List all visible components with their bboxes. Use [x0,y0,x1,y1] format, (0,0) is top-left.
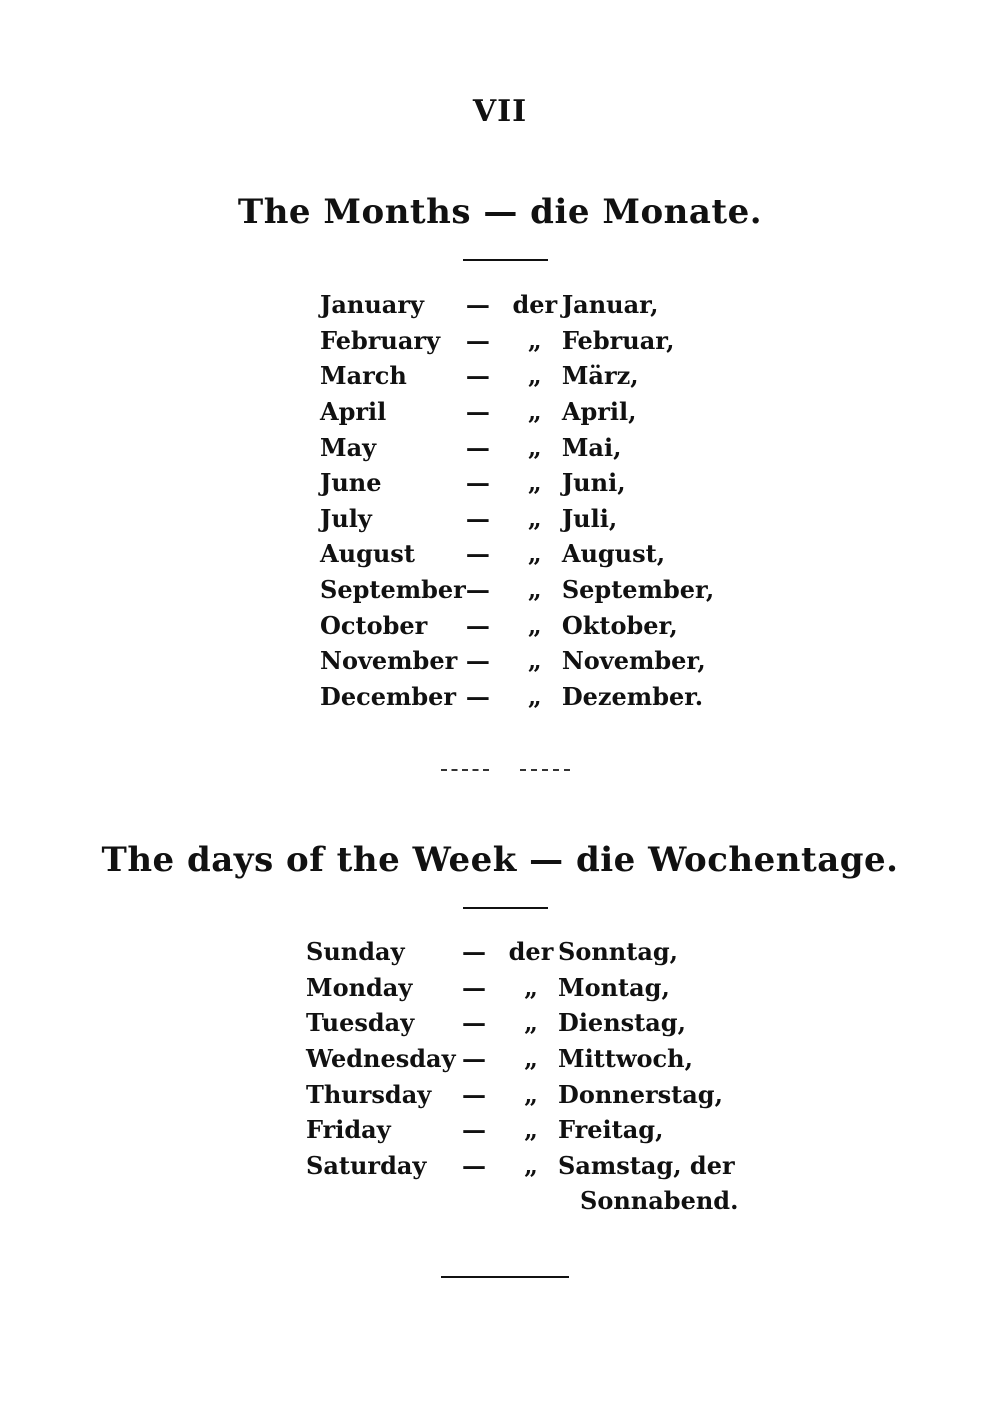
english-term: June [320,468,382,498]
english-term: February [320,325,441,355]
german-term: November, [561,646,706,676]
english-term: August [320,539,415,569]
german-term: Januar, [561,290,659,320]
german-term: Juli, [561,503,618,533]
dash-separator: — [465,397,490,427]
german-article: „ [527,681,542,711]
german-term: September, [561,575,715,605]
weekday-row [306,1076,738,1112]
german-term: März, [561,361,639,391]
german-term: Oktober, [561,610,678,640]
month-row [320,465,714,501]
english-term: Tuesday [306,1008,415,1038]
dash-separator: — [462,1044,486,1074]
german-article: „ [524,1079,538,1109]
month-row [320,429,714,465]
dash-separator: — [465,468,490,498]
dash-separator: — [462,1008,486,1038]
months-heading: The Months — die Monate. [237,192,763,232]
german-article: „ [527,503,542,533]
month-row [320,323,714,359]
german-term: April, [561,397,637,427]
dash-separator: — [465,646,490,676]
weekday-row [306,1041,738,1077]
closing-rule [441,1276,569,1278]
german-term: August, [561,539,666,569]
month-row [320,394,714,430]
weekday-row [306,1148,738,1184]
english-term: Sunday [306,937,405,967]
german-term: Samstag, der [558,1150,735,1180]
weekday-row [306,934,738,970]
german-term: Donnerstag, [558,1079,723,1109]
months-table [320,287,714,714]
weekdays-table [306,934,738,1219]
german-article: „ [527,646,542,676]
empty-cell [504,1183,558,1219]
month-row [320,358,714,394]
empty-cell [306,1183,462,1219]
weekday-row [306,1005,738,1041]
german-article: „ [527,397,542,427]
german-article: „ [524,1150,538,1180]
german-term: Februar, [561,325,675,355]
dash-separator: — [462,1115,486,1145]
german-term: Mittwoch, [558,1044,693,1074]
english-term: Wednesday [306,1044,456,1074]
dash-separator: — [465,681,490,711]
section-separator [520,769,570,771]
german-article: „ [524,1115,538,1145]
german-article: „ [524,1008,538,1038]
dash-separator: — [462,1079,486,1109]
english-term: March [320,361,407,391]
month-row [320,501,714,537]
month-row [320,572,714,608]
german-article: „ [527,325,542,355]
german-article: der [508,937,554,967]
dash-separator: — [465,503,490,533]
month-row [320,643,714,679]
section-separator [441,769,489,771]
english-term: Saturday [306,1150,427,1180]
english-term: December [320,681,457,711]
english-term: Friday [306,1115,391,1145]
weekday-row [306,970,738,1006]
dash-separator: — [465,539,490,569]
weekday-row [306,1112,738,1148]
english-term: September [320,575,466,605]
months-heading-rule [463,259,548,261]
german-term: Dienstag, [558,1008,686,1038]
dash-separator: — [465,575,490,605]
german-article: „ [527,468,542,498]
dash-separator: — [462,1150,486,1180]
german-term-continuation: Sonnabend. [580,1186,739,1216]
dash-separator: — [465,325,490,355]
german-term-continuation-cell [558,1183,738,1219]
german-article: „ [527,361,542,391]
dash-separator: — [462,937,486,967]
german-article: „ [527,432,542,462]
german-term: Sonntag, [558,937,679,967]
dash-separator: — [462,972,486,1002]
german-article: „ [527,610,542,640]
german-article: „ [524,1044,538,1074]
english-term: April [320,397,387,427]
german-term: Freitag, [558,1115,664,1145]
dash-separator: — [465,432,490,462]
english-term: Monday [306,972,413,1002]
weekday-continuation-row [306,1183,738,1219]
german-term: Juni, [561,468,626,498]
german-term: Mai, [561,432,622,462]
english-term: July [320,503,372,533]
empty-cell [462,1183,504,1219]
weekdays-heading: The days of the Week — die Wochentage. [101,840,899,880]
dash-separator: — [465,610,490,640]
month-row [320,287,714,323]
german-article: „ [524,972,538,1002]
page-number: VII [472,94,528,129]
german-article: „ [527,539,542,569]
german-article: der [512,290,558,320]
dash-separator: — [465,361,490,391]
dash-separator: — [465,290,490,320]
german-term: Montag, [558,972,670,1002]
english-term: October [320,610,428,640]
english-term: May [320,432,377,462]
german-article: „ [527,575,542,605]
english-term: November [320,646,458,676]
month-row [320,536,714,572]
month-row [320,679,714,715]
month-row [320,607,714,643]
german-term: Dezember. [561,681,704,711]
english-term: January [320,290,424,320]
weekdays-heading-rule [463,907,548,909]
english-term: Thursday [306,1079,432,1109]
